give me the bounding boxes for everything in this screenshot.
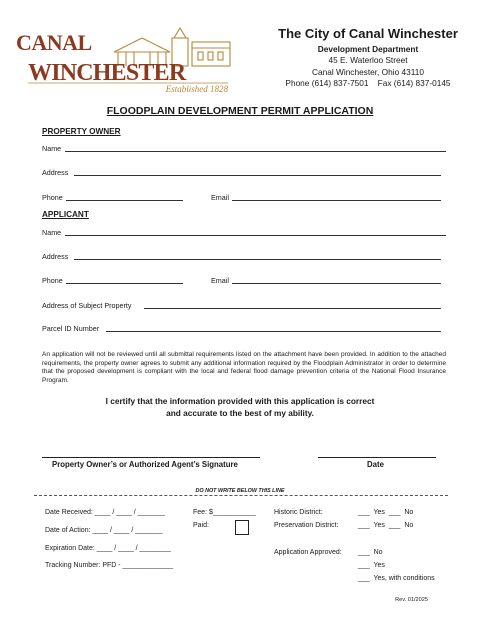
fee: Fee: $___________	[193, 509, 256, 516]
address-street: 45 E. Waterloo Street	[328, 55, 408, 65]
applicant-phone-field[interactable]	[66, 283, 183, 284]
historic-district-options: ___ Yes ___ No	[358, 509, 414, 516]
city-title: The City of Canal Winchester	[278, 26, 458, 41]
paid-checkbox[interactable]	[235, 520, 249, 535]
svg-text:WINCHESTER: WINCHESTER	[28, 60, 186, 86]
owner-phone-field[interactable]	[66, 200, 183, 201]
review-paragraph: An application will not be reviewed until all submittal requirements listed on the attachment have been provided. In addition to the attached requirements, the property owner agrees to submit any additional information required by the Floodplain Administrator in order to determine that the proposed development is compliant with the local and federal flood damage prevention criteria of the National Flood Insurance Program.	[42, 351, 446, 384]
parcel-id-field[interactable]	[106, 331, 441, 332]
approved-option-yes: ___ Yes	[358, 562, 385, 569]
revision-number: Rev. 01/2025	[395, 597, 428, 603]
date-label: Date	[367, 460, 384, 469]
historic-district-label: Historic District:	[274, 509, 323, 516]
form-title: FLOODPLAIN DEVELOPMENT PERMIT APPLICATION	[106, 105, 374, 117]
paid-label: Paid:	[193, 522, 209, 529]
certification-statement	[0, 395, 480, 419]
owner-name-field[interactable]	[65, 151, 446, 152]
address-city: Canal Winchester, Ohio 43110	[312, 67, 424, 77]
applicant-email-label: Email	[211, 276, 229, 285]
date-field[interactable]	[318, 457, 436, 458]
preservation-district-options: ___ Yes ___ No	[358, 522, 414, 529]
expiration-date: Expiration Date: ____ / ____ / ________	[45, 545, 171, 552]
svg-text:Established 1828: Established 1828	[165, 84, 228, 94]
certify-line-1: I certify that the information provided with this application is correct	[105, 396, 375, 406]
applicant-name-field[interactable]	[65, 235, 446, 236]
parcel-id-label: Parcel ID Number	[42, 324, 100, 333]
svg-text:CANAL: CANAL	[16, 30, 92, 55]
property-owner-heading: PROPERTY OWNER	[42, 127, 121, 136]
certify-line-2: and accurate to the best of my ability.	[166, 408, 314, 418]
owner-email-label: Email	[211, 193, 229, 202]
tracking-number: Tracking Number: PFD - _____________	[45, 562, 174, 569]
approved-option-yes-conditions: ___ Yes, with conditions	[358, 575, 435, 582]
applicant-email-field[interactable]	[232, 283, 441, 284]
preservation-district-label: Preservation District:	[274, 522, 339, 529]
owner-email-field[interactable]	[232, 200, 441, 201]
signature-label: Property Owner’s or Authorized Agent’s Signature	[52, 460, 238, 469]
date-received: Date Received: ____ / ____ / _______	[45, 509, 165, 516]
applicant-address-field[interactable]	[74, 259, 441, 260]
application-approved-label: Application Approved:	[274, 549, 342, 556]
owner-address-label: Address	[42, 168, 69, 177]
applicant-phone-label: Phone	[42, 276, 63, 285]
dashed-divider	[34, 495, 448, 496]
do-not-write-notice: DO NOT WRITE BELOW THIS LINE	[195, 488, 285, 494]
date-of-action: Date of Action: ____ / ____ / _______	[45, 527, 163, 534]
owner-name-label: Name	[42, 144, 62, 153]
subject-property-field[interactable]	[144, 308, 441, 309]
department-name: Development Department	[317, 44, 419, 54]
applicant-heading: APPLICANT	[42, 210, 89, 219]
applicant-name-label: Name	[42, 228, 62, 237]
owner-phone-label: Phone	[42, 193, 63, 202]
approved-option-no: ___ No	[358, 549, 383, 556]
owner-address-field[interactable]	[74, 175, 441, 176]
subject-property-label: Address of Subject Property	[42, 301, 132, 310]
applicant-address-label: Address	[42, 252, 69, 261]
city-logo	[14, 24, 236, 94]
contact-phone-fax: Phone (614) 837-7501 Fax (614) 837-0145	[285, 78, 451, 88]
signature-field[interactable]	[42, 457, 260, 458]
